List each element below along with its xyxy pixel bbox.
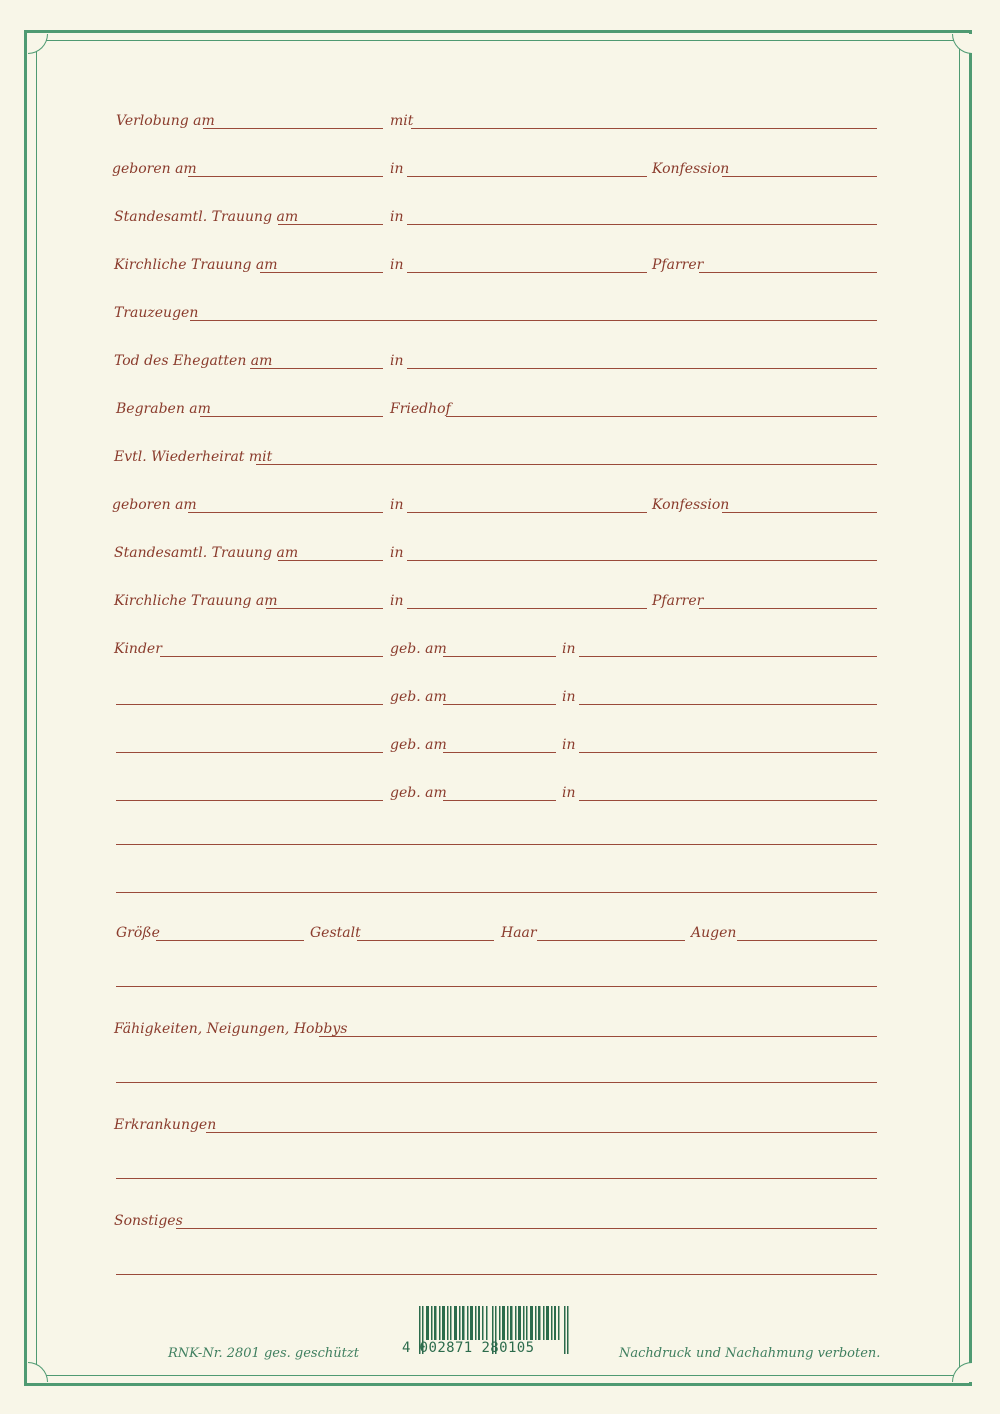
footer-article-number: RNK-Nr. 2801 ges. geschützt: [168, 1346, 359, 1361]
field-kirchliche-place[interactable]: [407, 272, 647, 273]
field-gestalt[interactable]: [357, 940, 494, 941]
form-row-blank-5: [0, 1154, 1000, 1180]
field-erkrankungen[interactable]: [206, 1132, 877, 1133]
field-kind-geb-place[interactable]: [579, 656, 877, 657]
label-wiederheirat: Evtl. Wiederheirat mit: [114, 449, 273, 465]
label-in: in: [562, 641, 576, 657]
label-in: in: [390, 209, 404, 225]
label-verlobung-am: Verlobung am: [116, 113, 215, 129]
field-kind-geb-place[interactable]: [579, 800, 877, 801]
label-in: in: [390, 353, 404, 369]
form-row-standesamtl: [0, 200, 1000, 226]
label-in: in: [390, 161, 404, 177]
field-geboren-date[interactable]: [188, 176, 383, 177]
label-geboren-am: geboren am: [112, 497, 197, 513]
form-row-kinder-4: [0, 776, 1000, 802]
form-row-blank-3: [0, 962, 1000, 988]
field-blank-line[interactable]: [116, 1178, 877, 1179]
label-trauzeugen: Trauzeugen: [114, 305, 199, 321]
field-kind-name[interactable]: [116, 752, 383, 753]
barcode-number: 4 002871 280105: [402, 1340, 535, 1356]
form-row-blank-2: [0, 868, 1000, 894]
label-gestalt: Gestalt: [310, 925, 361, 941]
field-kind-name[interactable]: [160, 656, 383, 657]
form-row-geboren-2: [0, 488, 1000, 514]
field-kind-name[interactable]: [116, 800, 383, 801]
label-faehigkeiten: Fähigkeiten, Neigungen, Hobbys: [114, 1021, 348, 1037]
form-row-begraben: [0, 392, 1000, 418]
field-tod-date[interactable]: [250, 368, 383, 369]
form-row-standesamtl-2: [0, 536, 1000, 562]
label-in: in: [390, 545, 404, 561]
form-row-blank-1: [0, 820, 1000, 846]
label-geb-am: geb. am: [390, 737, 447, 753]
form-row-wiederheirat: [0, 440, 1000, 466]
field-augen[interactable]: [737, 940, 877, 941]
label-standesamtl-trauung: Standesamtl. Trauung am: [114, 545, 299, 561]
form-row-trauzeugen: [0, 296, 1000, 322]
label-standesamtl-trauung: Standesamtl. Trauung am: [114, 209, 299, 225]
field-friedhof[interactable]: [446, 416, 877, 417]
label-pfarrer: Pfarrer: [652, 593, 704, 609]
field-pfarrer[interactable]: [699, 272, 877, 273]
field-geboren-place-2[interactable]: [407, 512, 647, 513]
label-konfession: Konfession: [652, 161, 730, 177]
field-blank-line[interactable]: [116, 986, 877, 987]
field-kind-geb-place[interactable]: [579, 752, 877, 753]
field-tod-place[interactable]: [407, 368, 877, 369]
field-groesse[interactable]: [156, 940, 304, 941]
label-in: in: [390, 593, 404, 609]
label-in: in: [562, 689, 576, 705]
field-kind-geb-date[interactable]: [443, 704, 556, 705]
field-kind-geb-place[interactable]: [579, 704, 877, 705]
label-haar: Haar: [501, 925, 537, 941]
form-row-blank-4: [0, 1058, 1000, 1084]
field-kind-geb-date[interactable]: [443, 752, 556, 753]
field-kind-geb-date[interactable]: [443, 656, 556, 657]
label-geb-am: geb. am: [390, 689, 447, 705]
field-kirchliche-date-2[interactable]: [266, 608, 383, 609]
field-verlobung-date[interactable]: [203, 128, 383, 129]
label-sonstiges: Sonstiges: [114, 1213, 183, 1229]
field-haar[interactable]: [537, 940, 685, 941]
form-row-kinder-3: [0, 728, 1000, 754]
label-in: in: [390, 257, 404, 273]
label-geboren-am: geboren am: [112, 161, 197, 177]
field-kind-name[interactable]: [116, 704, 383, 705]
field-blank-line[interactable]: [116, 892, 877, 893]
form-row-geboren: [0, 152, 1000, 178]
field-begraben-date[interactable]: [200, 416, 383, 417]
field-blank-line[interactable]: [116, 844, 877, 845]
label-erkrankungen: Erkrankungen: [114, 1117, 217, 1133]
label-augen: Augen: [691, 925, 737, 941]
field-faehigkeiten[interactable]: [319, 1036, 877, 1037]
label-groesse: Größe: [116, 925, 160, 941]
field-kirchliche-place-2[interactable]: [407, 608, 647, 609]
label-kirchliche-trauung: Kirchliche Trauung am: [114, 593, 278, 609]
field-verlobung-partner[interactable]: [411, 128, 877, 129]
form-row-tod: [0, 344, 1000, 370]
label-in: in: [562, 785, 576, 801]
label-in: in: [390, 497, 404, 513]
form-row-merkmale: [0, 916, 1000, 942]
label-konfession: Konfession: [652, 497, 730, 513]
form-row-erkrankungen: [0, 1108, 1000, 1134]
field-blank-line[interactable]: [116, 1274, 877, 1275]
form-row-kinder-1: [0, 632, 1000, 658]
form-row-blank-6: [0, 1250, 1000, 1276]
form-row-verlobung: [0, 104, 1000, 130]
field-standesamtl-place[interactable]: [407, 224, 877, 225]
form-row-sonstiges: [0, 1204, 1000, 1230]
field-sonstiges[interactable]: [176, 1228, 877, 1229]
form-row-faehigkeiten: [0, 1012, 1000, 1038]
field-blank-line[interactable]: [116, 1082, 877, 1083]
field-trauzeugen[interactable]: [190, 320, 877, 321]
label-kinder: Kinder: [114, 641, 162, 657]
form-row-kirchliche: [0, 248, 1000, 274]
label-geb-am: geb. am: [390, 641, 447, 657]
footer-copyright-notice: Nachdruck und Nachahmung verboten.: [619, 1346, 881, 1361]
form-row-kinder-2: [0, 680, 1000, 706]
label-in: in: [562, 737, 576, 753]
label-geb-am: geb. am: [390, 785, 447, 801]
field-wiederheirat[interactable]: [256, 464, 877, 465]
label-mit: mit: [390, 113, 414, 129]
field-standesamtl-place-2[interactable]: [407, 560, 877, 561]
field-konfession-2[interactable]: [722, 512, 877, 513]
field-kirchliche-date[interactable]: [260, 272, 383, 273]
field-konfession[interactable]: [722, 176, 877, 177]
field-pfarrer-2[interactable]: [699, 608, 877, 609]
label-tod-ehegatten: Tod des Ehegatten am: [114, 353, 273, 369]
field-kind-geb-date[interactable]: [443, 800, 556, 801]
field-standesamtl-date-2[interactable]: [278, 560, 383, 561]
label-friedhof: Friedhof: [390, 401, 451, 417]
form-row-kirchliche-2: [0, 584, 1000, 610]
label-pfarrer: Pfarrer: [652, 257, 704, 273]
field-geboren-place[interactable]: [407, 176, 647, 177]
field-geboren-date-2[interactable]: [188, 512, 383, 513]
field-standesamtl-date[interactable]: [278, 224, 383, 225]
label-kirchliche-trauung: Kirchliche Trauung am: [114, 257, 278, 273]
label-begraben-am: Begraben am: [116, 401, 211, 417]
